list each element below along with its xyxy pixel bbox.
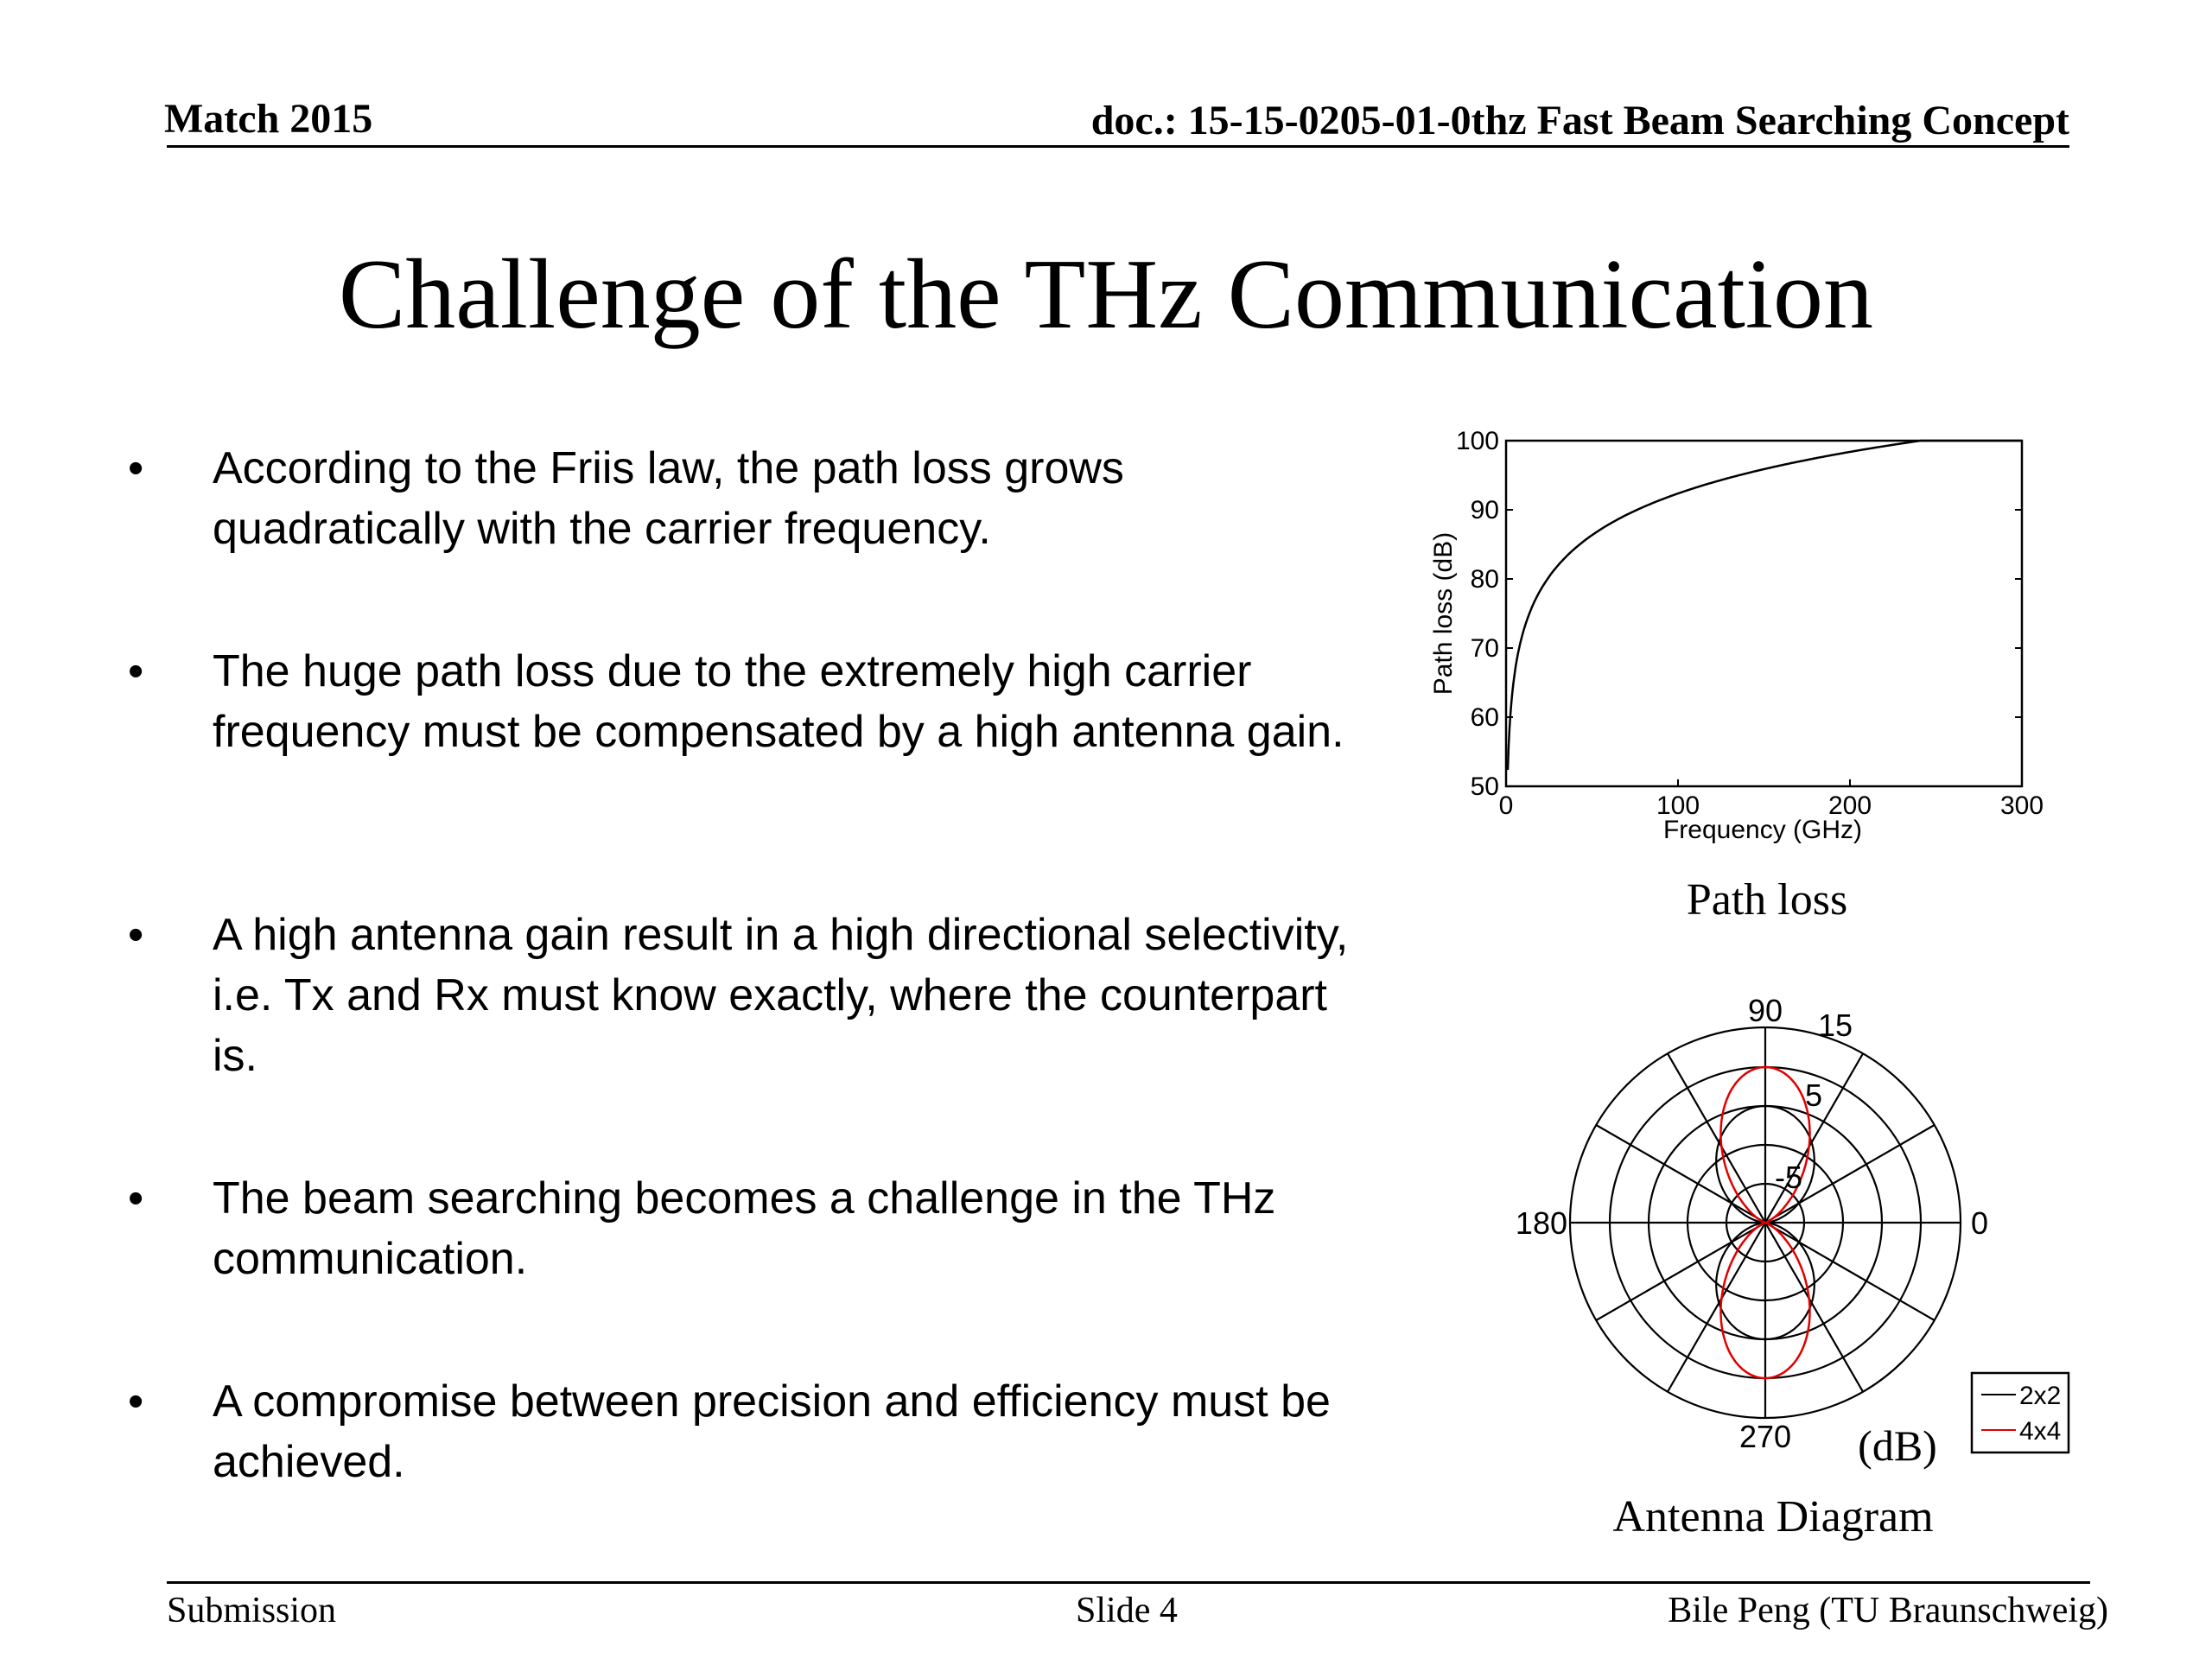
y-tick-label: 70	[1470, 634, 1499, 663]
footer-submission: Submission	[167, 1591, 337, 1630]
bullet-text: A compromise between precision and efficiency must be achieved.	[213, 1376, 1331, 1487]
header-date: Match 2015	[164, 96, 373, 142]
bullet-marker: •	[128, 1173, 144, 1224]
y-tick-label: 90	[1470, 496, 1499, 524]
bullet-text: The huge path loss due to the extremely high carrier frequency must be compensated by a high antenna gain.	[213, 646, 1344, 757]
radial-label-minus5: -5	[1774, 1160, 1803, 1195]
bullet-marker: •	[128, 1376, 144, 1427]
db-unit-label: (dB)	[1858, 1421, 1937, 1470]
legend-label-4x4: 4x4	[2019, 1417, 2062, 1446]
path-loss-series-line	[1508, 441, 2022, 770]
antenna-diagram-caption: Antenna Diagram	[1612, 1492, 1934, 1541]
header-doc-id: doc.: 15-15-0205-01-0thz Fast Beam Searching Concept	[1090, 98, 2069, 143]
y-tick-label: 50	[1470, 772, 1499, 801]
polar-legend	[1972, 1373, 2069, 1452]
path-loss-chart	[1429, 427, 2044, 925]
angle-label-270: 270	[1738, 1419, 1792, 1454]
x-tick-label: 0	[1498, 791, 1514, 820]
antenna-diagram-chart	[1516, 993, 2069, 1541]
angle-label-90: 90	[1747, 993, 1783, 1028]
x-tick-label: 300	[1999, 791, 2044, 820]
y-axis-label: Path loss (dB)	[1429, 531, 1458, 696]
legend-label-2x2: 2x2	[2019, 1382, 2062, 1410]
bullet-text: According to the Friis law, the path loss grows quadratically with the carrier frequency.	[213, 443, 1124, 554]
slide-title: Challenge of the THz Communication	[338, 239, 1874, 350]
bullet-text: The beam searching becomes a challenge in the THz communication.	[213, 1173, 1276, 1284]
x-axis-label: Frequency (GHz)	[1662, 816, 1863, 844]
footer-author: Bile Peng (TU Braunschweig)	[1668, 1591, 2108, 1630]
radial-label-5: 5	[1804, 1077, 1823, 1113]
bullet-marker: •	[128, 646, 144, 696]
footer-divider	[167, 1581, 2090, 1584]
y-tick-label: 60	[1470, 703, 1499, 732]
radial-label-15: 15	[1817, 1007, 1853, 1043]
bullet-marker: •	[128, 443, 144, 493]
y-tick-label: 80	[1470, 565, 1499, 594]
angle-label-180: 180	[1515, 1205, 1567, 1241]
angle-label-0: 0	[1971, 1205, 1989, 1241]
bullet-text: A high antenna gain result in a high directional selectivity, i.e. Tx and Rx must know exactly, where the counterpart is.	[213, 910, 1349, 1081]
x-tick-label: 200	[1827, 791, 1872, 820]
y-tick-label: 100	[1455, 427, 1499, 455]
path-loss-caption: Path loss	[1686, 875, 1848, 925]
plot-frame	[1506, 441, 2022, 786]
bullet-marker: •	[128, 910, 144, 960]
x-tick-label: 100	[1656, 791, 1700, 820]
footer-slide-number: Slide 4	[1076, 1591, 1178, 1630]
